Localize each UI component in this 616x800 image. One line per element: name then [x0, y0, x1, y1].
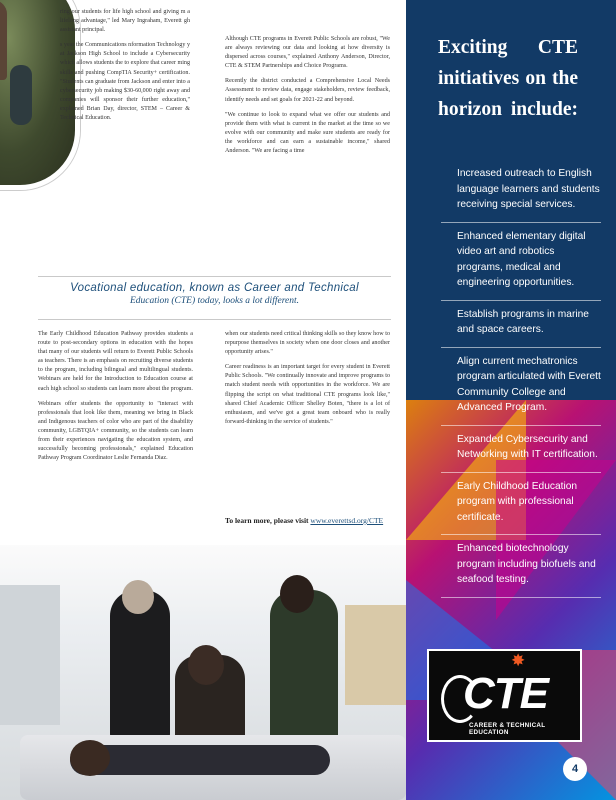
photo-cabinet: [345, 605, 406, 705]
cte-logo: [427, 649, 582, 742]
photo-patient-head: [70, 740, 110, 776]
photo-person: [0, 0, 7, 80]
initiatives-title: Exciting CTE initiatives on the horizon include:: [438, 37, 578, 120]
list-item: Establish programs in marine and space careers.: [441, 301, 601, 348]
photo-wall: [0, 585, 60, 725]
learn-more-link[interactable]: www.everettsd.org/CTE: [310, 516, 384, 525]
logo-subtitle: CAREER & TECHNICAL EDUCATION: [469, 722, 546, 736]
list-item: Enhanced biotechnology program including biofuels and seafood testing.: [441, 535, 601, 598]
paragraph: The Early Childhood Education Pathway provides students a route to post-secondary options in education with the hopes that many of our students will return to Everett Public Schools as teachers. There is an emphasis on recruiting diverse students to the program, including bilingual and multilingual students. Webinars are held for the Introduction to Education course at each high school so students can learn more about the program.: [38, 331, 193, 392]
learn-more: [225, 516, 383, 525]
paragraph: ring our students for life high school and giving m a lifelong advantage," led Mary Ingraham, Everett gh assistant principal.: [60, 9, 190, 34]
article-column-1: [60, 8, 190, 129]
heading-line-2: Education (CTE) today, looks a lot different.: [129, 296, 300, 306]
article-column-2: [225, 35, 390, 162]
divider: [38, 276, 391, 277]
paragraph: s year the Communications nformation Technology y at Jackson High School to include a Cybersecurity which allows students the to explore that career ming skills and pushing CompTIA Security+ certification. "Students can graduate from Jackson and enter into a cybersecurity job making $30-60,000 right away and companies will sponsor their further education," explained Brian Day, director, STEM – Career & Technical Education.: [60, 42, 190, 122]
classroom-photo: [0, 545, 406, 800]
initiatives-list: [441, 160, 601, 598]
paragraph: Recently the district conducted a Comprehensive Local Needs Assessment to review data, engage stakeholders, review feedback, identify needs and set goals for 2021-22 and beyond.: [225, 78, 390, 103]
list-item: Expanded Cybersecurity and Networking with IT certification.: [441, 426, 601, 473]
star-icon: ✸: [511, 651, 526, 670]
section-heading: [38, 282, 391, 306]
list-item: Enhanced elementary digital video art and robotics programs, medical and engineering opportunities.: [441, 223, 601, 301]
photo-student-2-head: [280, 575, 314, 613]
paragraph: when our students need critical thinking skills so they know how to repurpose themselves in society when one door closes and another opportunity arises.": [225, 331, 390, 356]
learn-more-label: To learn more, please visit: [225, 516, 309, 525]
divider: [38, 319, 391, 320]
photo-teacher-head: [122, 580, 154, 614]
paragraph: Although CTE programs in Everett Public Schools are robust, "We are always reviewing our data and looking at how diversity is dispersed across courses," explained Anthony Anderson, Director, CTE & STEM Partnerships and Choice Programs.: [225, 36, 390, 70]
article-column-4: [225, 330, 390, 433]
logo-text: CTE: [463, 669, 548, 718]
heading-line-1: Vocational education, known as Career and Technical: [70, 282, 359, 294]
list-item: Increased outreach to English language learners and students receiving special services.: [441, 160, 601, 223]
photo-person: [10, 65, 32, 125]
list-item: Align current mechatronics program articulated with Everett Community College and Advanced Program.: [441, 348, 601, 426]
list-item: Early Childhood Education program with professional certificate.: [441, 473, 601, 536]
photo-student-head: [188, 645, 224, 685]
paragraph: "We continue to look to expand what we offer our students and provide them with what is current in the market at the time so we evolve with our community and make sure students are ready for the workforce and can earn a sustainable income," shared Anderson. "We are facing a time: [225, 111, 390, 155]
paragraph: Career readiness is an important target for every student in Everett Public Schools. "We continually innovate and improve programs to match student needs with opportunities in the workforce. We are flipping the script on what traditional CTE programs look like," shared Chief Academic Officer Shelley Boten, "there is a lot of enthusiasm, and we've got a great team onboard who is really forward-thinking in the service of students.": [225, 364, 390, 425]
photo-student-2: [270, 590, 338, 750]
paragraph: Webinars offer students the opportunity to "interact with professionals that look like them, meaning we bring in Black and Indigenous teachers of color who are part of the disability community, LGBTQIA+ community, so the students can learn from their experiences navigating the education system, and successfully becoming professionals," explained Education Pathway Program Coordinator Leslie Fernanda Diaz.: [38, 400, 193, 462]
article-column-3: [38, 330, 193, 469]
page-number: 4: [563, 757, 587, 781]
